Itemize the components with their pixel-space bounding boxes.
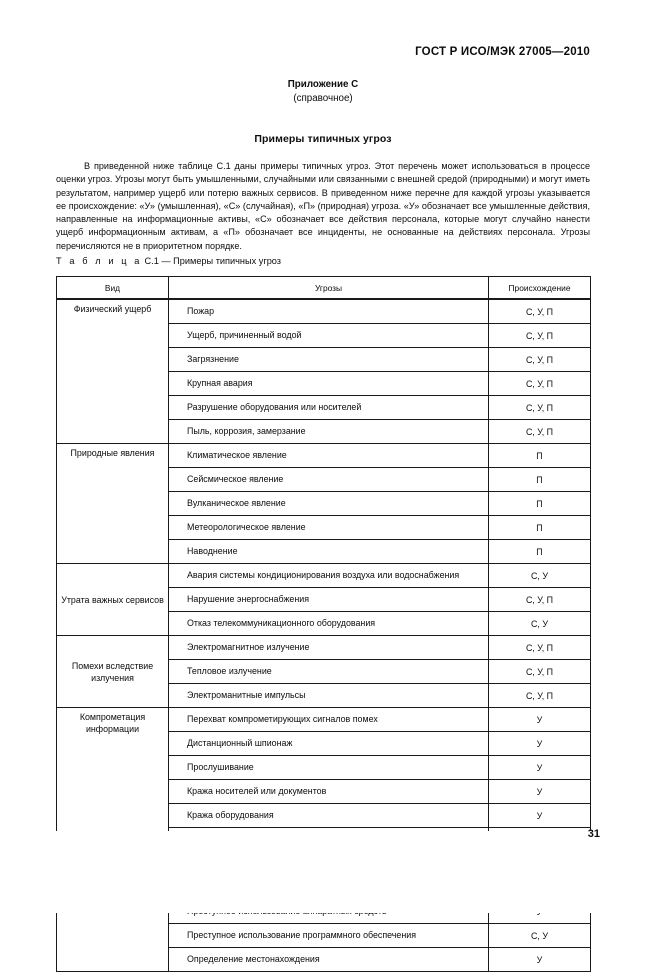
column-header-kind: Вид	[57, 277, 169, 300]
cell-origin: С, У, П	[489, 420, 591, 444]
cell-threat: Преступное использование программного обеспечения	[169, 924, 489, 948]
cell-threat: Пыль, коррозия, замерзание	[169, 420, 489, 444]
cell-threat: Дистанционный шпионаж	[169, 732, 489, 756]
cell-threat: Кража носителей или документов	[169, 780, 489, 804]
table-caption-label: Т а б л и ц а	[56, 256, 142, 266]
cell-threat: Тепловое излучение	[169, 660, 489, 684]
cell-origin: П	[489, 444, 591, 468]
cell-threat: Климатическое явление	[169, 444, 489, 468]
table-caption-dash: —	[161, 256, 171, 266]
running-header: ГОСТ Р ИСО/МЭК 27005—2010	[415, 46, 590, 58]
table-row	[57, 708, 591, 732]
cell-origin: У	[489, 708, 591, 732]
cell-origin: П	[489, 516, 591, 540]
intro-paragraph: В приведенной ниже таблице С.1 даны примеры типичных угроз. Этот перечень может использоваться в процессе оценки угроз. Угрозы могут быть умышленными, случайными или связанными с внешней средой (природными) и могут иметь результатом, например ущерб или потерю важных сервисов. В приведенном ниже перечне для каждой угрозы указывается ее происхождение: «У» (умышленная), «С» (случайная), «П» (природная) угроза. «У» обозначает все умышленные действия, направленные на информационные активы, «С» обозначает все действия персонала, которые могут случайно нанести ущерб информационным активам, а «П» обозначает все инциденты, не основанные на действиях персонала. Угрозы перечисляются не в приоритетном порядке.	[56, 161, 590, 251]
table-row	[57, 564, 591, 588]
cell-origin: У	[489, 804, 591, 828]
cell-origin: С, У, П	[489, 299, 591, 324]
cell-threat: Прослушивание	[169, 756, 489, 780]
page-bottom-margin	[0, 831, 646, 913]
cell-threat: Кража оборудования	[169, 804, 489, 828]
table-row	[57, 636, 591, 660]
cell-kind: Утрата важных сервисов	[57, 564, 169, 636]
cell-origin: С, У, П	[489, 324, 591, 348]
cell-threat: Крупная авария	[169, 372, 489, 396]
annex-title: Приложение С	[287, 79, 359, 90]
cell-threat: Электромагнитное излучение	[169, 636, 489, 660]
cell-origin: С, У, П	[489, 684, 591, 708]
cell-origin: С, У	[489, 924, 591, 948]
cell-threat: Определение местонахождения	[169, 948, 489, 972]
cell-origin: У	[489, 756, 591, 780]
cell-threat: Метеорологическое явление	[169, 516, 489, 540]
column-header-threat: Угрозы	[169, 277, 489, 300]
table-caption-text: Примеры типичных угроз	[173, 256, 282, 266]
cell-threat: Пожар	[169, 299, 489, 324]
cell-threat: Загрязнение	[169, 348, 489, 372]
annex-subtitle: (справочное)	[293, 93, 353, 104]
cell-kind: Компрометация информации	[57, 708, 169, 972]
cell-origin: С, У	[489, 564, 591, 588]
table-row	[57, 444, 591, 468]
table-header	[57, 277, 591, 300]
table-header-row	[57, 277, 591, 300]
cell-origin: С, У, П	[489, 588, 591, 612]
cell-origin: У	[489, 780, 591, 804]
cell-threat: Сейсмическое явление	[169, 468, 489, 492]
cell-kind: Помехи вследствие излучения	[57, 636, 169, 708]
column-header-origin: Происхождение	[489, 277, 591, 300]
cell-origin: С, У, П	[489, 396, 591, 420]
cell-threat: Нарушение энергоснабжения	[169, 588, 489, 612]
annex-heading	[0, 78, 646, 106]
cell-threat: Авария системы кондиционирования воздуха или водоснабжения	[169, 564, 489, 588]
page-title: Примеры типичных угроз	[254, 133, 392, 145]
table-caption	[56, 256, 281, 266]
cell-origin: С, У, П	[489, 660, 591, 684]
cell-kind: Физический ущерб	[57, 299, 169, 444]
cell-kind: Природные явления	[57, 444, 169, 564]
cell-origin: У	[489, 948, 591, 972]
cell-origin: С, У, П	[489, 372, 591, 396]
cell-threat: Ущерб, причиненный водой	[169, 324, 489, 348]
cell-threat: Отказ телекоммуникационного оборудования	[169, 612, 489, 636]
cell-origin: С, У, П	[489, 636, 591, 660]
table-row	[57, 299, 591, 324]
cell-threat: Электроманитные импульсы	[169, 684, 489, 708]
cell-origin: С, У	[489, 612, 591, 636]
cell-origin: П	[489, 540, 591, 564]
cell-threat: Наводнение	[169, 540, 489, 564]
cell-origin: П	[489, 492, 591, 516]
cell-threat: Разрушение оборудования или носителей	[169, 396, 489, 420]
cell-threat: Перехват компрометирующих сигналов помех	[169, 708, 489, 732]
cell-origin: П	[489, 468, 591, 492]
table-caption-number: С.1	[144, 256, 159, 266]
cell-origin: У	[489, 732, 591, 756]
cell-threat: Вулканическое явление	[169, 492, 489, 516]
page-number: 31	[587, 828, 600, 840]
cell-origin: С, У, П	[489, 348, 591, 372]
